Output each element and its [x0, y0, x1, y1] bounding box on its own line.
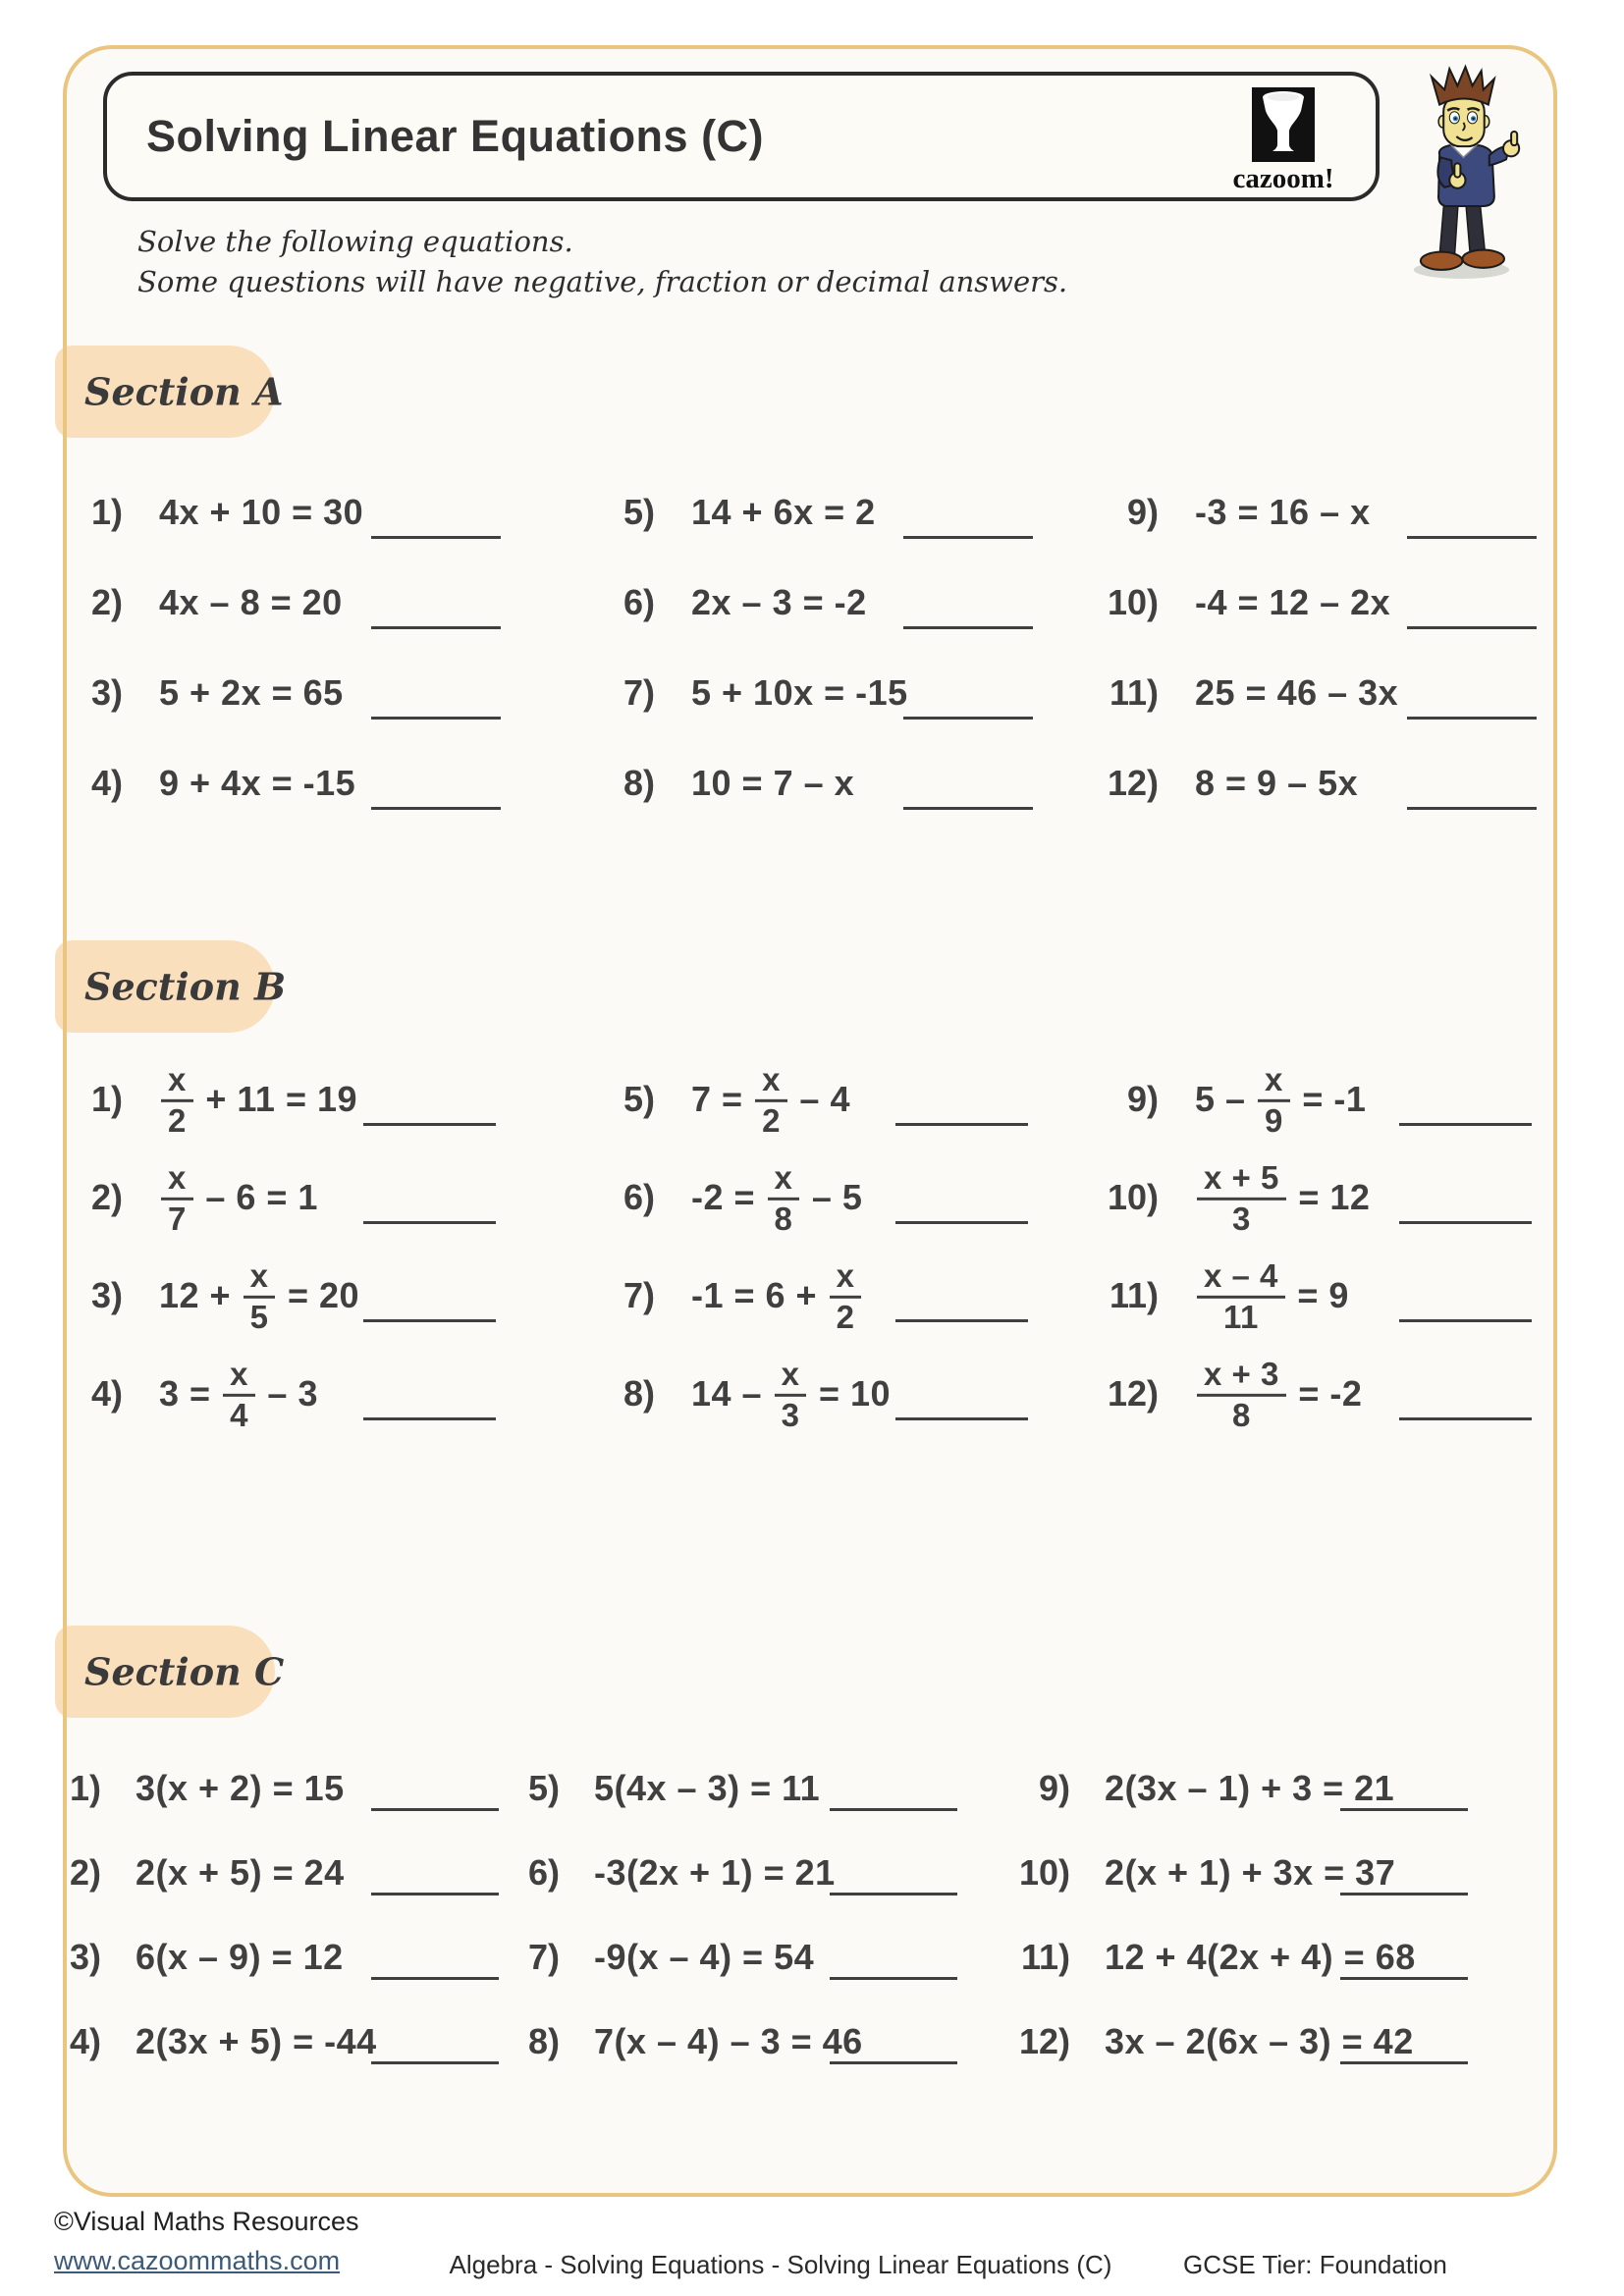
answer-blank[interactable] [1399, 1417, 1532, 1420]
equation [691, 492, 876, 533]
equation-text: -1 = 6 + [691, 1275, 828, 1315]
answer-blank[interactable] [1399, 1319, 1532, 1322]
answer-blank[interactable] [363, 1417, 496, 1420]
equation-text: = 10 [808, 1373, 892, 1414]
fraction-numerator: x [1258, 1062, 1290, 1102]
fraction-denominator: 4 [230, 1396, 248, 1433]
fraction-denominator: 8 [774, 1200, 793, 1237]
equation [1195, 1258, 1349, 1333]
equation [594, 1768, 820, 1809]
equation [135, 1768, 345, 1809]
question-number: 1) [69, 1768, 101, 1808]
question-number: 11) [1020, 1937, 1070, 1977]
section-a-header [55, 346, 284, 438]
answer-blank[interactable] [371, 807, 501, 810]
equation-text: 6(x – 9) = 12 [135, 1937, 344, 1977]
question-number: 11) [1109, 672, 1159, 713]
question-number: 9) [1126, 492, 1159, 532]
question [1016, 2010, 1478, 2095]
equation [1195, 1357, 1362, 1431]
equation [691, 672, 908, 714]
equation-text: = 20 [277, 1275, 360, 1315]
question-number: 7) [527, 1937, 560, 1977]
question [1105, 565, 1566, 656]
question [69, 1062, 530, 1160]
equation-text: -3(2x + 1) = 21 [594, 1852, 836, 1893]
answer-blank[interactable] [1407, 807, 1537, 810]
equation-text: – 5 [801, 1177, 863, 1217]
question [601, 746, 1062, 836]
question [506, 1842, 967, 1926]
equation [1195, 492, 1371, 533]
question-number: 4) [90, 763, 123, 803]
equation [159, 1357, 318, 1431]
question-number: 3) [90, 1275, 123, 1315]
question-number: 2) [90, 582, 123, 622]
answer-blank[interactable] [830, 1977, 957, 1980]
fraction-numerator: x [161, 1062, 193, 1102]
equation-text: = 9 [1286, 1275, 1349, 1315]
answer-blank[interactable] [830, 1893, 957, 1896]
drum-icon [1252, 87, 1315, 162]
answer-blank[interactable] [1407, 717, 1537, 720]
equation [1195, 763, 1358, 804]
question [69, 475, 530, 565]
answer-blank[interactable] [830, 1808, 957, 1811]
fraction-numerator: x [161, 1160, 193, 1201]
question-number: 11) [1109, 1275, 1159, 1315]
question [1016, 1926, 1478, 2010]
equation-text: – 3 [256, 1373, 318, 1414]
answer-blank[interactable] [371, 626, 501, 629]
question [601, 1160, 1062, 1258]
question-number: 12) [1107, 763, 1159, 803]
answer-blank[interactable] [1399, 1123, 1532, 1126]
question [1105, 475, 1566, 565]
equation-text: 7 = [691, 1079, 754, 1119]
answer-blank[interactable] [903, 626, 1033, 629]
question-number: 5) [623, 1079, 655, 1119]
fraction-numerator: x [768, 1160, 800, 1201]
equation [1105, 1852, 1395, 1894]
equation-text: 5 + 10x = -15 [691, 672, 908, 713]
question-number: 8) [623, 763, 655, 803]
answer-blank[interactable] [371, 536, 501, 539]
footer-tier-label: GCSE Tier: Foundation [1183, 2250, 1447, 2279]
equation-text: -9(x – 4) = 54 [594, 1937, 815, 1977]
section-a-label: Section A [84, 369, 284, 414]
question [69, 1160, 530, 1258]
fraction [828, 1258, 864, 1333]
question [506, 1757, 967, 1842]
question [601, 475, 1062, 565]
equation [594, 1852, 836, 1894]
equation-text: 14 + 6x = 2 [691, 492, 876, 532]
equation [135, 1937, 344, 1978]
answer-blank[interactable] [895, 1221, 1028, 1224]
answer-blank[interactable] [903, 807, 1033, 810]
equation-text: 2x – 3 = -2 [691, 582, 867, 622]
equation-text: 8 = 9 – 5x [1195, 763, 1359, 803]
equation-text: 3x – 2(6x – 3) = 42 [1105, 2021, 1414, 2061]
answer-blank[interactable] [830, 2061, 957, 2064]
footer-copyright: ©Visual Maths Resources [54, 2207, 359, 2236]
question [601, 1357, 1062, 1455]
question [69, 565, 530, 656]
fraction [1195, 1357, 1288, 1431]
equation-text: = -2 [1287, 1373, 1363, 1414]
equation [1195, 1062, 1366, 1137]
instruction-line-2: Some questions will have negative, fraction or decimal answers. [137, 265, 1068, 298]
fraction-denominator: 11 [1223, 1298, 1259, 1335]
question-number: 5) [623, 492, 655, 532]
equation [1105, 1768, 1394, 1809]
answer-blank[interactable] [371, 1977, 499, 1980]
fraction [159, 1062, 195, 1137]
question [1105, 656, 1566, 746]
equation-text: 25 = 46 – 3x [1195, 672, 1399, 713]
answer-blank[interactable] [363, 1123, 496, 1126]
question [47, 2010, 509, 2095]
equation-text: + 11 = 19 [194, 1079, 358, 1119]
title-box [103, 72, 1380, 201]
equation-text: 2(3x – 1) + 3 = 21 [1105, 1768, 1395, 1808]
fraction-numerator: x [244, 1258, 276, 1299]
section-b-label: Section B [84, 964, 287, 1009]
question-number: 2) [69, 1852, 101, 1893]
equation [159, 492, 363, 533]
logo-caption: cazoom! [1232, 163, 1334, 194]
fraction-denominator: 2 [836, 1298, 855, 1335]
fraction-denominator: 2 [168, 1101, 187, 1139]
question [69, 656, 530, 746]
equation-text: 5(4x – 3) = 11 [594, 1768, 821, 1808]
equation-text: 7(x – 4) – 3 = 46 [594, 2021, 863, 2061]
question-number: 6) [623, 1177, 655, 1217]
answer-blank[interactable] [903, 717, 1033, 720]
equation-text: 4x + 10 = 30 [159, 492, 364, 532]
question [601, 565, 1062, 656]
question-number: 10) [1107, 1177, 1159, 1217]
question-number: 4) [69, 2021, 101, 2061]
question [47, 1842, 509, 1926]
fraction-numerator: x + 5 [1197, 1160, 1286, 1201]
equation-text: = 12 [1287, 1177, 1371, 1217]
fraction-denominator: 3 [781, 1396, 800, 1433]
footer-breadcrumb: Algebra - Solving Equations - Solving Linear Equations (C) [449, 2250, 1112, 2279]
question [1016, 1757, 1478, 1842]
answer-blank[interactable] [895, 1319, 1028, 1322]
question [1016, 1842, 1478, 1926]
mascot-boy-illustration [1399, 59, 1535, 283]
fraction-denominator: 5 [249, 1298, 269, 1335]
equation [159, 1160, 318, 1235]
question-number: 7) [623, 672, 655, 713]
question [69, 746, 530, 836]
question [1105, 746, 1566, 836]
equation [159, 1062, 357, 1137]
question [506, 2010, 967, 2095]
question-number: 9) [1126, 1079, 1159, 1119]
question-number: 6) [527, 1852, 560, 1893]
question-number: 1) [90, 1079, 123, 1119]
question-number: 5) [527, 1768, 560, 1808]
equation-text: 12 + [159, 1275, 242, 1315]
fraction-numerator: x [775, 1357, 807, 1397]
question [1105, 1357, 1566, 1455]
fraction-numerator: x – 4 [1197, 1258, 1285, 1299]
question [601, 1062, 1062, 1160]
footer-website-link[interactable]: www.cazoommaths.com [54, 2246, 341, 2275]
section-c-header [55, 1626, 285, 1718]
answer-blank[interactable] [363, 1319, 496, 1322]
question [69, 1357, 530, 1455]
answer-blank[interactable] [895, 1123, 1028, 1126]
fraction-denominator: 9 [1265, 1101, 1283, 1139]
equation-text: 9 + 4x = -15 [159, 763, 356, 803]
equation [691, 1160, 862, 1235]
fraction [221, 1357, 257, 1431]
question [1105, 1062, 1566, 1160]
equation-text: -4 = 12 – 2x [1195, 582, 1391, 622]
equation-text: 4x – 8 = 20 [159, 582, 343, 622]
question [69, 1258, 530, 1357]
equation [159, 763, 355, 804]
section-c-label: Section C [84, 1649, 285, 1694]
fraction [1195, 1160, 1288, 1235]
answer-blank[interactable] [1407, 626, 1537, 629]
answer-blank[interactable] [895, 1417, 1028, 1420]
question [601, 656, 1062, 746]
question-number: 12) [1018, 2021, 1070, 2061]
fraction-denominator: 7 [168, 1200, 187, 1237]
equation-text: 5 – [1195, 1079, 1257, 1119]
section-b-header [55, 940, 287, 1033]
fraction-denominator: 3 [1231, 1200, 1251, 1237]
fraction [1256, 1062, 1292, 1137]
equation-text: 2(x + 5) = 24 [135, 1852, 345, 1893]
answer-blank[interactable] [903, 536, 1033, 539]
question-number: 10) [1107, 582, 1159, 622]
answer-blank[interactable] [363, 1221, 496, 1224]
equation [1195, 582, 1390, 623]
fraction-numerator: x [223, 1357, 255, 1397]
answer-blank[interactable] [371, 1808, 499, 1811]
fraction-numerator: x [755, 1062, 787, 1102]
equation [159, 1258, 359, 1333]
worksheet-title: Solving Linear Equations (C) [146, 111, 765, 161]
equation [1195, 1160, 1370, 1235]
equation-text: 2(x + 1) + 3x = 37 [1105, 1852, 1396, 1893]
fraction [1195, 1258, 1287, 1333]
question-number: 3) [90, 672, 123, 713]
question-number: 2) [90, 1177, 123, 1217]
instructions [137, 222, 1067, 302]
equation-text: 3 = [159, 1373, 222, 1414]
equation-text: -3 = 16 – x [1195, 492, 1371, 532]
question [1105, 1258, 1566, 1357]
fraction-denominator: 2 [762, 1101, 781, 1139]
answer-blank[interactable] [371, 2061, 499, 2064]
equation-text: 3(x + 2) = 15 [135, 1768, 345, 1808]
question-number: 3) [69, 1937, 101, 1977]
fraction [242, 1258, 278, 1333]
fraction [773, 1357, 809, 1431]
equation [594, 1937, 814, 1978]
question-number: 6) [623, 582, 655, 622]
equation-text: 2(3x + 5) = -44 [135, 2021, 377, 2061]
answer-blank[interactable] [371, 717, 501, 720]
equation [691, 582, 867, 623]
question-number: 8) [623, 1373, 655, 1414]
section-c-questions [0, 1757, 1624, 2095]
question [601, 1258, 1062, 1357]
equation-text: -2 = [691, 1177, 766, 1217]
equation [691, 1258, 863, 1333]
equation [691, 1062, 850, 1137]
answer-blank[interactable] [1340, 1893, 1468, 1896]
question-number: 12) [1107, 1373, 1159, 1414]
question-number: 1) [90, 492, 123, 532]
section-a-questions [0, 475, 1624, 836]
question-number: 7) [623, 1275, 655, 1315]
fraction-denominator: 8 [1231, 1396, 1251, 1433]
question-number: 9) [1038, 1768, 1070, 1808]
answer-blank[interactable] [1340, 1808, 1468, 1811]
fraction-numerator: x + 3 [1197, 1357, 1286, 1397]
question-number: 4) [90, 1373, 123, 1414]
question-number: 10) [1018, 1852, 1070, 1893]
question [506, 1926, 967, 2010]
equation-text: 10 = 7 – x [691, 763, 855, 803]
equation [1195, 672, 1398, 714]
question [1105, 1160, 1566, 1258]
equation [594, 2021, 863, 2062]
equation-text: – 6 = 1 [194, 1177, 318, 1217]
equation [691, 1357, 891, 1431]
equation [135, 2021, 377, 2062]
fraction [766, 1160, 802, 1235]
answer-blank[interactable] [1340, 2061, 1468, 2064]
equation [1105, 1937, 1416, 1978]
question-number: 8) [527, 2021, 560, 2061]
equation-text: 12 + 4(2x + 4) = 68 [1105, 1937, 1416, 1977]
equation [691, 763, 854, 804]
equation [1105, 2021, 1414, 2062]
question [47, 1757, 509, 1842]
fraction-numerator: x [830, 1258, 862, 1299]
cazoom-logo [1224, 87, 1342, 195]
equation-text: = -1 [1291, 1079, 1367, 1119]
equation [159, 672, 344, 714]
question [47, 1926, 509, 2010]
instruction-line-1: Solve the following equations. [137, 225, 573, 258]
fraction [753, 1062, 789, 1137]
section-b-questions [0, 1062, 1624, 1455]
answer-blank[interactable] [1399, 1221, 1532, 1224]
equation [135, 1852, 345, 1894]
answer-blank[interactable] [1407, 536, 1537, 539]
equation-text: 5 + 2x = 65 [159, 672, 344, 713]
answer-blank[interactable] [1340, 1977, 1468, 1980]
equation [159, 582, 343, 623]
answer-blank[interactable] [371, 1893, 499, 1896]
equation-text: 14 – [691, 1373, 773, 1414]
fraction [159, 1160, 195, 1235]
equation-text: – 4 [788, 1079, 850, 1119]
